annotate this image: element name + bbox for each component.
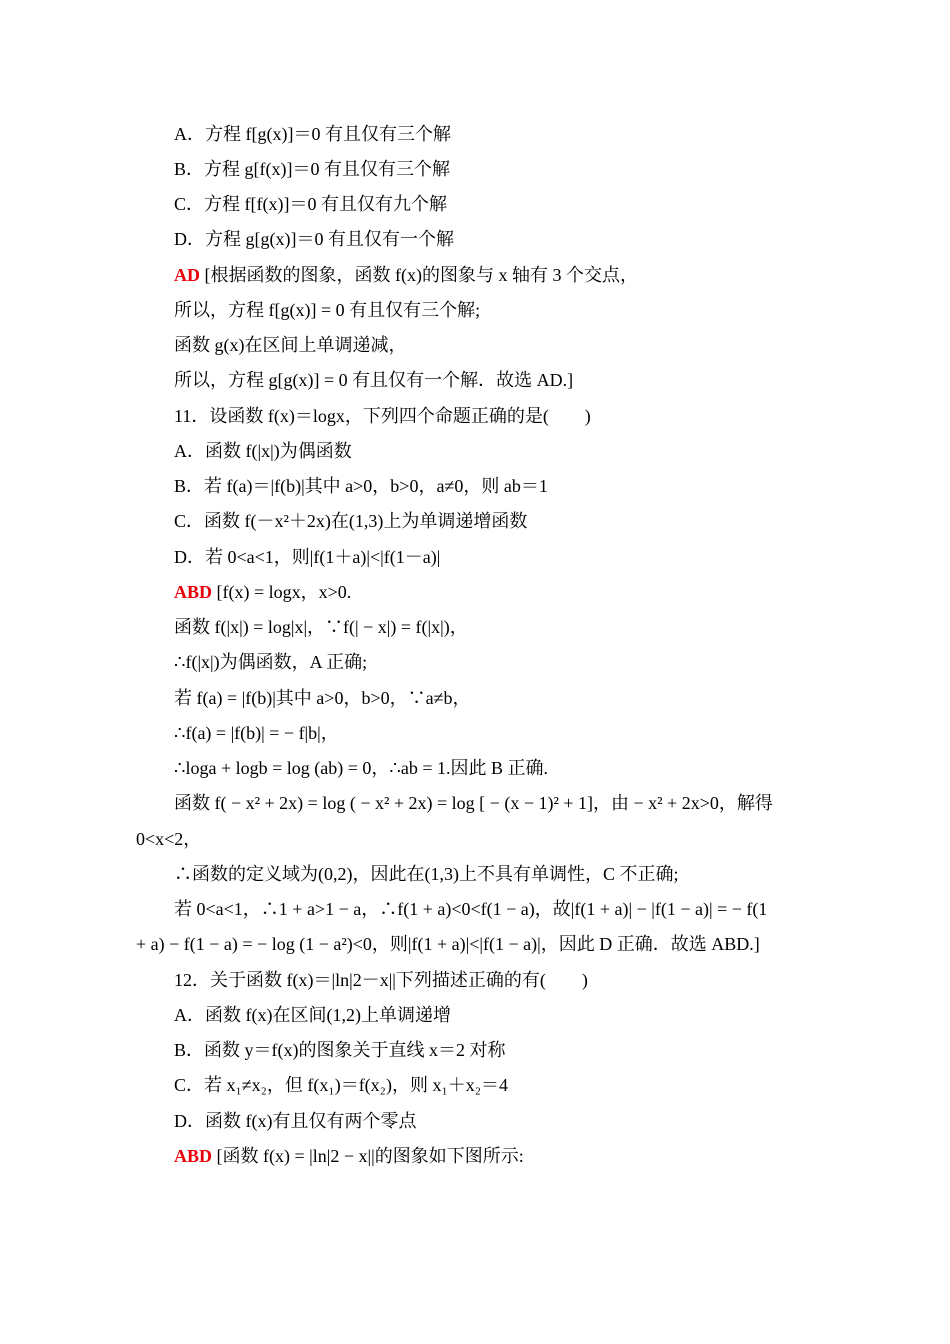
text-line: 0<x<2， bbox=[136, 829, 202, 849]
answer-label: AD bbox=[174, 265, 200, 285]
answer-line bbox=[174, 1145, 524, 1167]
text-line: 函数 f(|x|) = log|x|，∵f(| − x|) = f(|x|)， bbox=[174, 617, 468, 637]
answer-label: ABD bbox=[174, 582, 213, 602]
text-line: + a) − f(1 − a) = − log (1 − a²)<0，则|f(1 + a)|<|f(1 − a)|，因此 D 正确．故选 ABD.] bbox=[136, 934, 760, 954]
text-line: 函数 f( − x² + 2x) = log ( − x² + 2x) = log [ − (x − 1)² + 1]，由 − x² + 2x>0，解得 bbox=[174, 793, 773, 813]
option-a: A．函数 f(x)在区间(1,2)上单调递增 bbox=[174, 1005, 451, 1025]
text-line: 函数 g(x)在区间上单调递减， bbox=[174, 335, 407, 355]
text-line: 若 0<a<1，∴1 + a>1 − a，∴f(1 + a)<0<f(1 − a)，故|f(1 + a)| − |f(1 − a)| = − f(1 bbox=[174, 899, 768, 919]
text-line: ∴函数的定义域为(0,2)，因此在(1,3)上不具有单调性，C 不正确; bbox=[174, 864, 679, 884]
answer-line bbox=[174, 581, 351, 603]
text-line: ∴f(a) = |f(b)| = − f|b|， bbox=[174, 723, 339, 743]
option-b: B．函数 y＝f(x)的图象关于直线 x＝2 对称 bbox=[174, 1040, 506, 1060]
text-line: C．方程 f[f(x)]＝0 有且仅有九个解 bbox=[174, 194, 447, 214]
option-b: B．若 f(a)＝|f(b)|其中 a>0，b>0，a≠0，则 ab＝1 bbox=[174, 476, 548, 496]
text-line: 若 f(a) = |f(b)|其中 a>0，b>0，∵a≠b， bbox=[174, 688, 471, 708]
text-line: B．方程 g[f(x)]＝0 有且仅有三个解 bbox=[174, 159, 450, 179]
option-c: C．函数 f(－x²＋2x)在(1,3)上为单调递增函数 bbox=[174, 511, 528, 531]
text-line: D．方程 g[g(x)]＝0 有且仅有一个解 bbox=[174, 229, 454, 249]
answer-text: [函数 f(x) = |ln|2 − x||的图象如下图所示: bbox=[212, 1146, 524, 1166]
option-d: D．若 0<a<1，则|f(1＋a)|<|f(1－a)| bbox=[174, 547, 441, 567]
text-line: A．方程 f[g(x)]＝0 有且仅有三个解 bbox=[174, 124, 451, 144]
answer-text: [根据函数的图象，函数 f(x)的图象与 x 轴有 3 个交点， bbox=[200, 265, 638, 285]
answer-label: ABD bbox=[174, 1146, 213, 1166]
text-line: 所以，方程 f[g(x)] = 0 有且仅有三个解; bbox=[174, 300, 481, 320]
text-line: ∴loga + logb = log (ab) = 0，∴ab = 1.因此 B 正确. bbox=[174, 758, 548, 778]
option-a: A．函数 f(|x|)为偶函数 bbox=[174, 441, 352, 461]
option-c: C．若 x₁≠x₂，但 f(x₁)＝f(x₂)，则 x₁＋x₂＝4 bbox=[174, 1075, 509, 1095]
question-11: 11．设函数 f(x)＝logx，下列四个命题正确的是( ) bbox=[174, 406, 591, 426]
answer-text: [f(x) = logx，x>0. bbox=[212, 582, 352, 602]
question-12: 12．关于函数 f(x)＝|ln|2－x||下列描述正确的有( ) bbox=[174, 970, 588, 990]
option-d: D．函数 f(x)有且仅有两个零点 bbox=[174, 1111, 417, 1131]
text-line: 所以，方程 g[g(x)] = 0 有且仅有一个解．故选 AD.] bbox=[174, 370, 574, 390]
text-line: ∴f(|x|)为偶函数，A 正确; bbox=[174, 652, 368, 672]
answer-line bbox=[174, 264, 638, 286]
